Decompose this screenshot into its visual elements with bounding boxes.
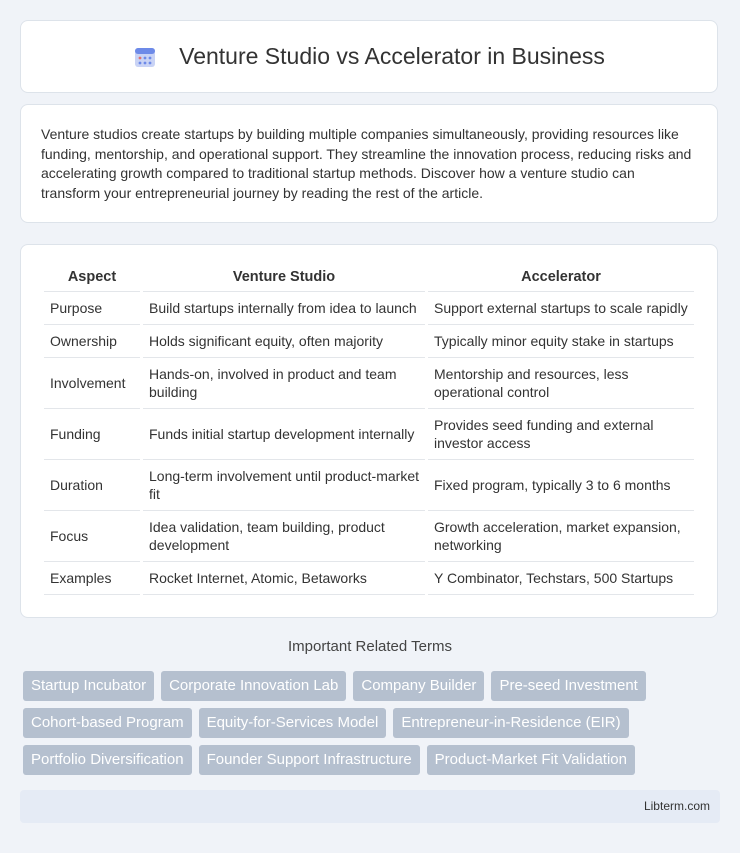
- related-term-tag[interactable]: Portfolio Diversification: [23, 745, 192, 775]
- table-row: [44, 511, 694, 562]
- footer: [20, 790, 720, 823]
- cell-accelerator: Fixed program, typically 3 to 6 months: [428, 460, 694, 511]
- cell-aspect: Ownership: [44, 325, 140, 358]
- page-title: Venture Studio vs Accelerator in Business: [179, 43, 605, 69]
- cell-aspect: Purpose: [44, 292, 140, 325]
- related-terms-title: Important Related Terms: [288, 638, 452, 655]
- cell-accelerator: Growth acceleration, market expansion, networking: [428, 511, 694, 562]
- footer-site[interactable]: Libterm.com: [643, 799, 710, 813]
- calendar-grid-icon: [133, 45, 157, 69]
- comparison-card: [20, 244, 718, 618]
- cell-accelerator: Support external startups to scale rapidly: [428, 292, 694, 325]
- related-term-tag[interactable]: Cohort-based Program: [23, 708, 192, 738]
- intro-card: [20, 104, 718, 223]
- cell-accelerator: Typically minor equity stake in startups: [428, 325, 694, 358]
- related-term-tag[interactable]: Pre-seed Investment: [491, 671, 645, 701]
- table-header-row: [44, 263, 694, 292]
- cell-aspect: Involvement: [44, 358, 140, 409]
- table-row: [44, 562, 694, 595]
- table-row: [44, 409, 694, 460]
- cell-venture-studio: Idea validation, team building, product development: [143, 511, 425, 562]
- cell-aspect: Duration: [44, 460, 140, 511]
- table-row: [44, 358, 694, 409]
- related-term-tag[interactable]: Company Builder: [353, 671, 484, 701]
- comparison-table: [41, 263, 697, 595]
- header-accelerator: Accelerator: [428, 263, 694, 292]
- related-term-tag[interactable]: Corporate Innovation Lab: [161, 671, 346, 701]
- header-venture-studio: Venture Studio: [143, 263, 425, 292]
- intro-text: Venture studios create startups by building multiple companies simultaneously, providing resources like funding, mentorship, and operational support. They streamline the innovation process, reducing risks and accelerating growth compared to traditional startup methods. Discover how a venture studio can transform your entrepreneurial journey by reading the rest of the article.: [41, 126, 692, 201]
- cell-venture-studio: Long-term involvement until product-market fit: [143, 460, 425, 511]
- related-term-tag[interactable]: Startup Incubator: [23, 671, 154, 701]
- cell-accelerator: Provides seed funding and external investor access: [428, 409, 694, 460]
- cell-venture-studio: Funds initial startup development internally: [143, 409, 425, 460]
- related-term-tag[interactable]: Product-Market Fit Validation: [427, 745, 635, 775]
- table-row: [44, 292, 694, 325]
- related-term-tag[interactable]: Entrepreneur-in-Residence (EIR): [393, 708, 628, 738]
- table-row: [44, 460, 694, 511]
- cell-aspect: Focus: [44, 511, 140, 562]
- cell-accelerator: Y Combinator, Techstars, 500 Startups: [428, 562, 694, 595]
- page-header: [20, 20, 718, 93]
- header-aspect: Aspect: [44, 263, 140, 292]
- cell-aspect: Examples: [44, 562, 140, 595]
- cell-accelerator: Mentorship and resources, less operational control: [428, 358, 694, 409]
- cell-aspect: Funding: [44, 409, 140, 460]
- related-term-tag[interactable]: Equity-for-Services Model: [199, 708, 387, 738]
- cell-venture-studio: Build startups internally from idea to launch: [143, 292, 425, 325]
- table-row: [44, 325, 694, 358]
- cell-venture-studio: Rocket Internet, Atomic, Betaworks: [143, 562, 425, 595]
- related-terms-list: [23, 671, 723, 782]
- related-term-tag[interactable]: Founder Support Infrastructure: [199, 745, 420, 775]
- cell-venture-studio: Holds significant equity, often majority: [143, 325, 425, 358]
- cell-venture-studio: Hands-on, involved in product and team building: [143, 358, 425, 409]
